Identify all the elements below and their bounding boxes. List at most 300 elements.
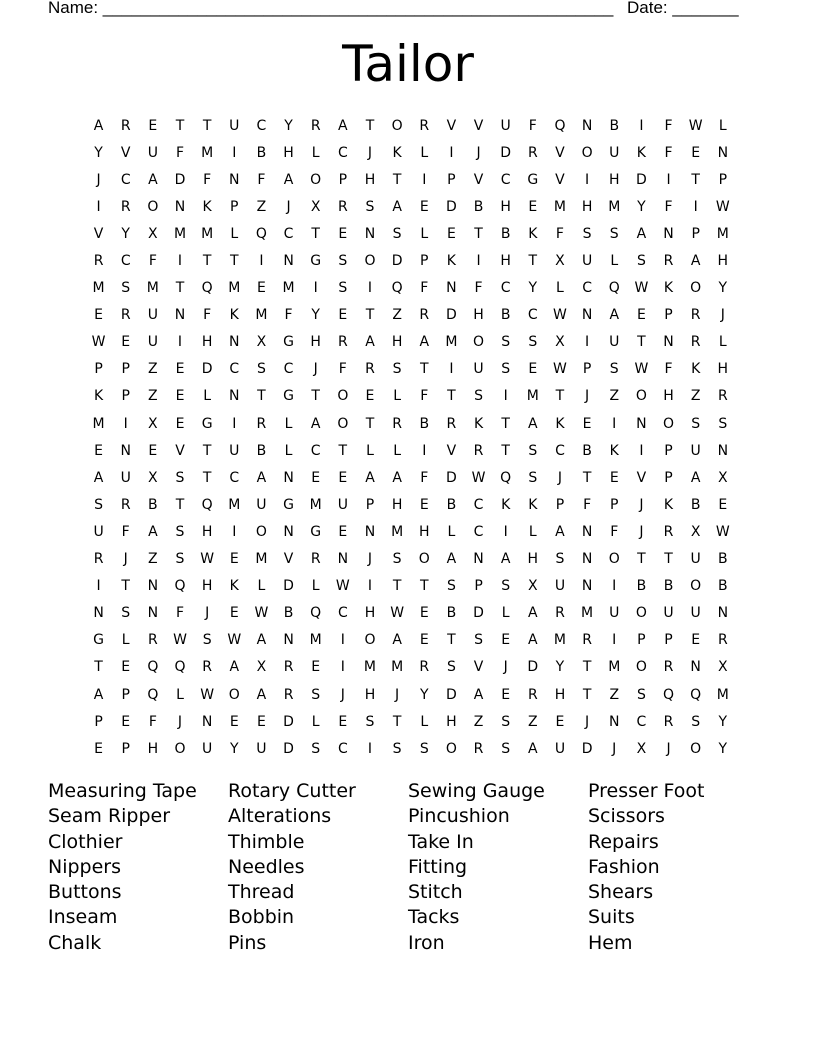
grid-cell: A — [365, 334, 375, 351]
grid-cell: B — [446, 496, 457, 513]
grid-cell: N — [636, 415, 647, 432]
grid-cell: T — [202, 117, 212, 134]
grid-cell: S — [175, 469, 185, 486]
grid-cell: D — [446, 686, 457, 703]
grid-cell: H — [473, 307, 484, 324]
grid-cell: I — [612, 578, 617, 595]
grid-cell: K — [446, 253, 456, 270]
grid-cell: A — [365, 469, 375, 486]
grid-cell: H — [500, 253, 511, 270]
grid-cell: U — [229, 117, 240, 134]
grid-cell: A — [528, 605, 538, 622]
grid-cell: E — [94, 307, 103, 324]
grid-cell: A — [636, 225, 647, 242]
grid-cell: C — [337, 144, 348, 161]
grid-cell: T — [555, 388, 565, 405]
grid-cell: V — [93, 225, 104, 242]
grid-cell: M — [282, 280, 295, 297]
grid-cell: S — [636, 253, 646, 270]
grid-cell: T — [175, 280, 185, 297]
grid-cell: F — [203, 307, 212, 324]
grid-cell: L — [447, 523, 456, 540]
grid-cell: J — [720, 307, 725, 324]
grid-cell: X — [256, 659, 267, 676]
grid-cell: G — [201, 415, 213, 432]
grid-cell: D — [527, 659, 539, 676]
grid-cell: K — [609, 442, 619, 459]
grid-cell: C — [229, 361, 240, 378]
grid-cell: T — [691, 171, 700, 188]
grid-cell: O — [147, 198, 159, 215]
grid-cell: N — [93, 605, 104, 622]
grid-cell: C — [120, 253, 131, 270]
header — [48, 0, 748, 20]
grid-cell: Q — [174, 578, 186, 595]
grid-cell: X — [555, 334, 565, 351]
grid-cell: V — [283, 551, 294, 568]
grid-cell: P — [94, 361, 103, 378]
grid-cell: E — [501, 686, 511, 703]
grid-cell: Z — [256, 198, 267, 215]
grid-cell: O — [310, 171, 322, 188]
grid-cell: O — [174, 740, 186, 757]
grid-cell: P — [365, 496, 375, 513]
grid-cell: X — [636, 740, 647, 757]
grid-cell: F — [121, 523, 130, 540]
word-list-item: Repairs — [588, 830, 659, 853]
word-search-grid — [85, 112, 736, 762]
grid-cell: N — [663, 334, 674, 351]
grid-cell: C — [337, 740, 348, 757]
grid-cell: R — [202, 659, 212, 676]
grid-cell: J — [313, 361, 318, 378]
grid-cell: P — [474, 578, 483, 595]
grid-cell: H — [201, 578, 213, 595]
grid-cell: O — [418, 551, 430, 568]
grid-cell: N — [581, 523, 593, 540]
grid-cell: Y — [229, 740, 239, 757]
grid-cell: B — [718, 551, 728, 568]
grid-cell: O — [337, 415, 349, 432]
grid-cell: L — [393, 388, 402, 405]
grid-cell: Y — [718, 740, 728, 757]
grid-cell: L — [610, 253, 619, 270]
grid-cell: M — [608, 659, 621, 676]
word-list-item: Thread — [228, 881, 295, 904]
grid-cell: R — [663, 523, 674, 540]
grid-cell: N — [201, 713, 213, 730]
grid-cell: B — [690, 496, 701, 513]
grid-cell: T — [202, 253, 212, 270]
grid-cell: D — [283, 578, 294, 595]
grid-cell: E — [528, 361, 538, 378]
grid-cell: F — [610, 523, 619, 540]
grid-cell: L — [366, 442, 374, 459]
grid-cell: V — [446, 117, 457, 134]
grid-cell: V — [636, 469, 647, 486]
grid-cell: A — [256, 632, 267, 649]
grid-cell: E — [229, 551, 239, 568]
grid-cell: U — [609, 605, 620, 622]
grid-cell: W — [634, 361, 649, 378]
grid-cell: P — [420, 253, 429, 270]
grid-cell: O — [445, 740, 457, 757]
grid-cell: K — [636, 144, 646, 161]
grid-cell: O — [255, 523, 267, 540]
grid-cell: L — [121, 632, 130, 649]
grid-cell: E — [555, 713, 565, 730]
grid-cell: J — [557, 469, 563, 486]
grid-cell: K — [202, 198, 212, 215]
grid-cell: Q — [608, 280, 620, 297]
grid-cell: D — [581, 740, 593, 757]
grid-cell: E — [446, 225, 456, 242]
grid-cell: A — [690, 469, 701, 486]
grid-cell: N — [283, 523, 294, 540]
grid-cell: R — [717, 388, 728, 405]
grid-cell: T — [637, 551, 646, 568]
grid-cell: H — [283, 144, 294, 161]
grid-cell: J — [585, 713, 590, 730]
grid-cell: B — [582, 442, 592, 459]
grid-cell: W — [91, 334, 106, 351]
grid-cell: L — [311, 713, 320, 730]
grid-cell: E — [691, 144, 701, 161]
grid-cell: A — [500, 551, 511, 568]
grid-cell: P — [447, 171, 456, 188]
grid-cell: E — [121, 713, 131, 730]
grid-cell: I — [422, 171, 427, 188]
grid-cell: M — [391, 659, 404, 676]
grid-cell: R — [93, 551, 104, 568]
word-list-item: Seam Ripper — [48, 805, 171, 828]
grid-cell: R — [283, 686, 294, 703]
grid-cell: R — [555, 605, 565, 622]
grid-cell: R — [419, 659, 430, 676]
grid-cell: Y — [121, 225, 130, 242]
grid-cell: I — [693, 198, 698, 215]
grid-cell: E — [311, 659, 321, 676]
grid-cell: N — [473, 551, 484, 568]
grid-cell: A — [256, 469, 267, 486]
grid-cell: N — [174, 198, 186, 215]
grid-cell: E — [148, 117, 158, 134]
grid-cell: S — [474, 388, 483, 405]
grid-cell: E — [338, 307, 348, 324]
grid-cell: N — [690, 659, 701, 676]
grid-cell: E — [121, 334, 131, 351]
grid-cell: U — [581, 253, 593, 270]
grid-cell: Q — [201, 280, 213, 297]
grid-cell: X — [148, 225, 158, 242]
grid-cell: S — [528, 334, 538, 351]
grid-cell: F — [664, 144, 673, 161]
grid-cell: S — [365, 198, 375, 215]
grid-cell: Z — [528, 713, 538, 730]
grid-cell: N — [581, 551, 593, 568]
grid-cell: W — [335, 578, 350, 595]
word-list-item: Hem — [588, 931, 633, 954]
grid-cell: S — [175, 551, 185, 568]
grid-cell: J — [395, 686, 400, 703]
grid-cell: K — [473, 415, 484, 432]
grid-cell: V — [473, 659, 484, 676]
grid-cell: I — [612, 415, 617, 432]
grid-cell: U — [337, 496, 348, 513]
grid-cell: E — [636, 307, 646, 324]
grid-cell: F — [338, 361, 347, 378]
grid-cell: U — [93, 523, 104, 540]
grid-cell: O — [635, 388, 647, 405]
grid-cell: N — [581, 578, 593, 595]
name-field-label: Name: ______________________________________________________ — [48, 0, 614, 17]
grid-cell: N — [229, 388, 240, 405]
grid-cell: E — [256, 713, 266, 730]
grid-cell: P — [664, 632, 673, 649]
grid-cell: Q — [690, 686, 702, 703]
grid-cell: O — [635, 659, 647, 676]
grid-cell: Q — [663, 686, 675, 703]
word-list-item: Stitch — [408, 881, 463, 904]
grid-cell: S — [636, 686, 646, 703]
grid-cell: O — [228, 686, 240, 703]
grid-cell: T — [664, 551, 673, 568]
grid-cell: L — [176, 686, 184, 703]
grid-cell: Q — [310, 605, 322, 622]
grid-cell: F — [175, 144, 185, 161]
grid-cell: U — [229, 442, 240, 459]
grid-cell: I — [639, 117, 644, 134]
grid-cell: Q — [147, 686, 159, 703]
grid-cell: N — [229, 171, 240, 188]
grid-cell: L — [420, 225, 429, 242]
grid-cell: N — [147, 578, 159, 595]
grid-cell: S — [501, 713, 511, 730]
grid-cell: H — [608, 171, 620, 188]
word-list-item: Iron — [408, 931, 445, 954]
grid-cell: Q — [147, 659, 159, 676]
grid-cell: S — [175, 523, 185, 540]
grid-cell: P — [691, 225, 700, 242]
grid-cell: I — [639, 442, 644, 459]
grid-cell: I — [232, 415, 237, 432]
grid-cell: U — [256, 740, 267, 757]
grid-cell: V — [175, 442, 185, 459]
grid-cell: J — [585, 388, 590, 405]
grid-cell: C — [527, 307, 538, 324]
grid-cell: C — [229, 469, 240, 486]
grid-cell: M — [363, 659, 377, 676]
word-list-item: Rotary Cutter — [228, 780, 356, 802]
word-list-item: Take In — [408, 830, 474, 853]
grid-cell: B — [148, 496, 158, 513]
grid-cell: K — [392, 144, 402, 161]
grid-cell: O — [364, 632, 376, 649]
word-list-item: Pincushion — [408, 805, 510, 828]
grid-cell: T — [365, 415, 375, 432]
grid-cell: K — [229, 307, 239, 324]
grid-cell: O — [690, 578, 702, 595]
grid-cell: T — [447, 388, 456, 405]
grid-cell: Y — [555, 659, 565, 676]
grid-cell: A — [93, 469, 104, 486]
grid-cell: N — [717, 605, 729, 622]
grid-cell: T — [311, 225, 320, 242]
grid-cell: T — [365, 117, 375, 134]
grid-cell: J — [123, 551, 128, 568]
grid-cell: Y — [718, 280, 728, 297]
grid-cell: R — [582, 632, 592, 649]
grid-cell: G — [310, 523, 322, 540]
grid-cell: S — [609, 361, 619, 378]
grid-cell: D — [201, 361, 213, 378]
grid-cell: C — [283, 225, 294, 242]
grid-cell: J — [612, 740, 617, 757]
grid-cell: V — [555, 144, 565, 161]
grid-cell: S — [121, 605, 131, 622]
grid-cell: E — [338, 523, 348, 540]
grid-cell: H — [310, 334, 321, 351]
grid-cell: F — [583, 496, 592, 513]
grid-cell: N — [337, 551, 349, 568]
grid-cell: M — [608, 198, 621, 215]
grid-cell: A — [93, 686, 104, 703]
grid-cell: W — [715, 523, 730, 540]
grid-cell: A — [148, 171, 158, 188]
grid-cell: A — [93, 117, 104, 134]
grid-cell: N — [147, 605, 159, 622]
grid-cell: I — [449, 361, 454, 378]
grid-cell: F — [148, 713, 157, 730]
grid-cell: M — [201, 144, 214, 161]
grid-cell: V — [473, 117, 484, 134]
grid-cell: M — [553, 198, 566, 215]
grid-cell: K — [528, 225, 538, 242]
grid-cell: R — [310, 117, 321, 134]
grid-cell: U — [609, 144, 620, 161]
grid-cell: I — [449, 144, 454, 161]
grid-cell: E — [94, 740, 103, 757]
word-list-item: Chalk — [48, 931, 102, 954]
grid-cell: N — [174, 307, 186, 324]
grid-cell: E — [718, 496, 728, 513]
grid-cell: C — [636, 713, 647, 730]
grid-cell: C — [337, 605, 348, 622]
grid-cell: X — [690, 523, 701, 540]
grid-cell: F — [284, 307, 293, 324]
grid-cell: W — [227, 632, 242, 649]
grid-cell: M — [173, 225, 187, 242]
grid-cell: I — [232, 144, 237, 161]
grid-cell: P — [664, 307, 673, 324]
grid-cell: K — [528, 496, 538, 513]
grid-cell: I — [259, 253, 264, 270]
grid-cell: M — [228, 280, 241, 297]
grid-cell: R — [473, 740, 484, 757]
grid-cell: Q — [554, 117, 566, 134]
grid-cell: Q — [255, 225, 267, 242]
grid-cell: G — [527, 171, 539, 188]
grid-cell: I — [612, 632, 617, 649]
grid-cell: F — [175, 605, 185, 622]
grid-cell: I — [666, 171, 671, 188]
grid-cell: O — [663, 415, 675, 432]
grid-cell: E — [528, 198, 538, 215]
grid-cell: A — [528, 415, 538, 432]
grid-cell: S — [202, 632, 212, 649]
grid-cell: B — [663, 578, 674, 595]
grid-cell: R — [663, 713, 674, 730]
grid-cell: N — [609, 713, 620, 730]
grid-cell: H — [581, 198, 593, 215]
grid-cell: H — [717, 253, 729, 270]
grid-cell: A — [229, 659, 240, 676]
grid-cell: U — [147, 144, 158, 161]
grid-cell: C — [582, 280, 592, 297]
grid-cell: F — [528, 117, 537, 134]
grid-cell: K — [691, 361, 701, 378]
grid-cell: X — [718, 659, 728, 676]
grid-cell: T — [175, 117, 185, 134]
word-list-item: Presser Foot — [588, 780, 705, 802]
grid-cell: E — [175, 388, 185, 405]
grid-cell: L — [311, 578, 320, 595]
grid-cell: A — [473, 686, 484, 703]
grid-cell: E — [419, 605, 429, 622]
grid-cell: T — [582, 469, 592, 486]
word-list — [48, 779, 788, 956]
grid-cell: L — [718, 334, 727, 351]
grid-cell: W — [254, 605, 269, 622]
grid-cell: P — [664, 442, 673, 459]
grid-cell: C — [310, 442, 321, 459]
grid-cell: U — [202, 740, 213, 757]
grid-cell: I — [585, 334, 590, 351]
grid-cell: S — [446, 578, 456, 595]
grid-cell: E — [94, 442, 103, 459]
grid-cell: T — [528, 253, 538, 270]
grid-cell: Z — [148, 361, 158, 378]
grid-cell: O — [690, 740, 702, 757]
grid-cell: T — [202, 469, 212, 486]
grid-cell: F — [555, 225, 564, 242]
grid-cell: K — [663, 280, 674, 297]
grid-cell: H — [147, 740, 159, 757]
grid-cell: H — [391, 334, 403, 351]
grid-cell: T — [419, 578, 429, 595]
grid-cell: C — [555, 442, 565, 459]
grid-cell: U — [473, 361, 484, 378]
grid-cell: N — [120, 442, 131, 459]
grid-cell: P — [664, 469, 673, 486]
grid-cell: P — [121, 740, 130, 757]
grid-cell: H — [364, 605, 376, 622]
grid-cell: L — [311, 144, 320, 161]
grid-cell: C — [256, 117, 267, 134]
grid-cell: I — [96, 578, 101, 595]
grid-cell: J — [666, 740, 671, 757]
grid-cell: M — [201, 225, 214, 242]
grid-cell: I — [123, 415, 128, 432]
grid-cell: D — [473, 605, 484, 622]
grid-cell: D — [174, 171, 186, 188]
grid-cell: W — [173, 632, 187, 649]
grid-cell: Z — [148, 551, 158, 568]
grid-cell: C — [500, 280, 511, 297]
grid-cell: Z — [392, 307, 402, 324]
grid-cell: R — [120, 496, 131, 513]
grid-cell: O — [391, 117, 403, 134]
